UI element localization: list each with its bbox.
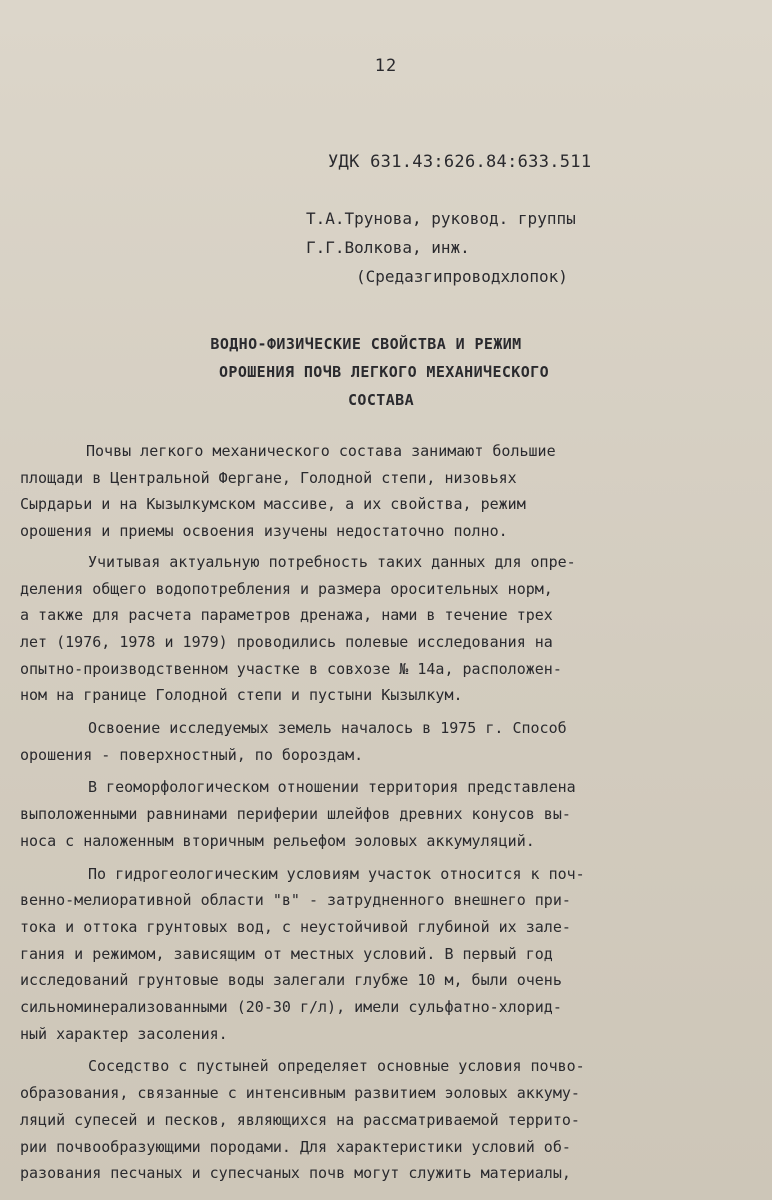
text-line: ном на границе Голодной степи и пустыни Кызылкум. — [20, 686, 463, 705]
text-line: деления общего водопотребления и размера оросительных норм, — [20, 579, 553, 598]
text-line: В геоморфологическом отношении территория представлена — [88, 778, 576, 797]
author-line: Т.А.Трунова, руковод. группы — [306, 209, 576, 228]
paragraph — [20, 715, 686, 768]
text-line: гания и режимом, зависящим от местных условий. В первый год — [20, 944, 553, 963]
text-line: Почвы легкого механического состава занимают большие — [86, 442, 556, 460]
text-line: ляций супесей и песков, являющихся на рассматриваемой террито- — [20, 1110, 580, 1129]
text-line: Освоение исследуемых земель началось в 1975 г. Способ — [88, 719, 567, 738]
text-line: орошения и приемы освоения изучены недостаточно полно. — [20, 522, 508, 541]
page-number: 12 — [374, 56, 398, 76]
author-line: Г.Г.Волкова, инж. — [306, 238, 470, 257]
paragraph — [20, 861, 686, 1048]
title-line: СОСТАВА — [347, 391, 414, 409]
text-line: рии почвообразующими породами. Для характеристики условий об- — [20, 1137, 571, 1156]
text-line: Учитывая актуальную потребность таких данных для опре- — [88, 552, 576, 571]
text-line: По гидрогеологическим условиям участок относится к поч- — [88, 864, 585, 883]
text-line: венно-мелиоративной области "в" - затрудненного внешнего при- — [20, 891, 571, 910]
text-line: сильноминерализованными (20-30 г/л), имели сульфатно-хлорид- — [20, 998, 562, 1017]
paragraph — [20, 1053, 686, 1187]
text-line: орошения - поверхностный, по бороздам. — [20, 745, 364, 764]
text-line: ный характер засоления. — [20, 1024, 228, 1043]
udc-code: УДК 631.43:626.84:633.511 — [328, 152, 592, 172]
body-text — [20, 438, 686, 1191]
text-line: площади в Центральной Фергане, Голодной степи, низовьях — [20, 468, 517, 487]
text-line: Соседство с пустыней определяет основные условия почво- — [88, 1057, 585, 1076]
organization: (Средазгипроводхлопок) — [356, 267, 568, 286]
text-line: разования песчаных и супесчаных почв могут служить материалы, — [20, 1164, 571, 1183]
text-line: лет (1976, 1978 и 1979) проводились полевые исследования на — [20, 632, 553, 651]
text-line: опытно-производственном участке в совхозе № 14а, расположен- — [20, 659, 562, 678]
title-line: ВОДНО-ФИЗИЧЕСКИЕ СВОЙСТВА И РЕЖИМ — [210, 335, 522, 353]
paragraph — [20, 438, 686, 545]
text-line: образования, связанные с интенсивным развитием эоловых аккуму- — [20, 1084, 580, 1103]
authors-block — [306, 204, 576, 291]
paragraph — [20, 549, 686, 709]
article-title — [0, 330, 772, 414]
text-line: а также для расчета параметров дренажа, нами в течение трех — [20, 606, 553, 625]
text-line: исследований грунтовые воды залегали глубже 10 м, были очень — [20, 971, 562, 990]
text-line: выположенными равнинами периферии шлейфов древних конусов вы- — [20, 805, 571, 824]
text-line: тока и оттока грунтовых вод, с неустойчивой глубиной их зале- — [20, 917, 571, 936]
title-line: ОРОШЕНИЯ ПОЧВ ЛЕГКОГО МЕХАНИЧЕСКОГО — [218, 363, 550, 381]
paragraph — [20, 774, 686, 854]
text-line: Сырдарьи и на Кызылкумском массиве, а их свойства, режим — [20, 495, 526, 514]
text-line: носа с наложенным вторичным рельефом эоловых аккумуляций. — [20, 831, 535, 850]
